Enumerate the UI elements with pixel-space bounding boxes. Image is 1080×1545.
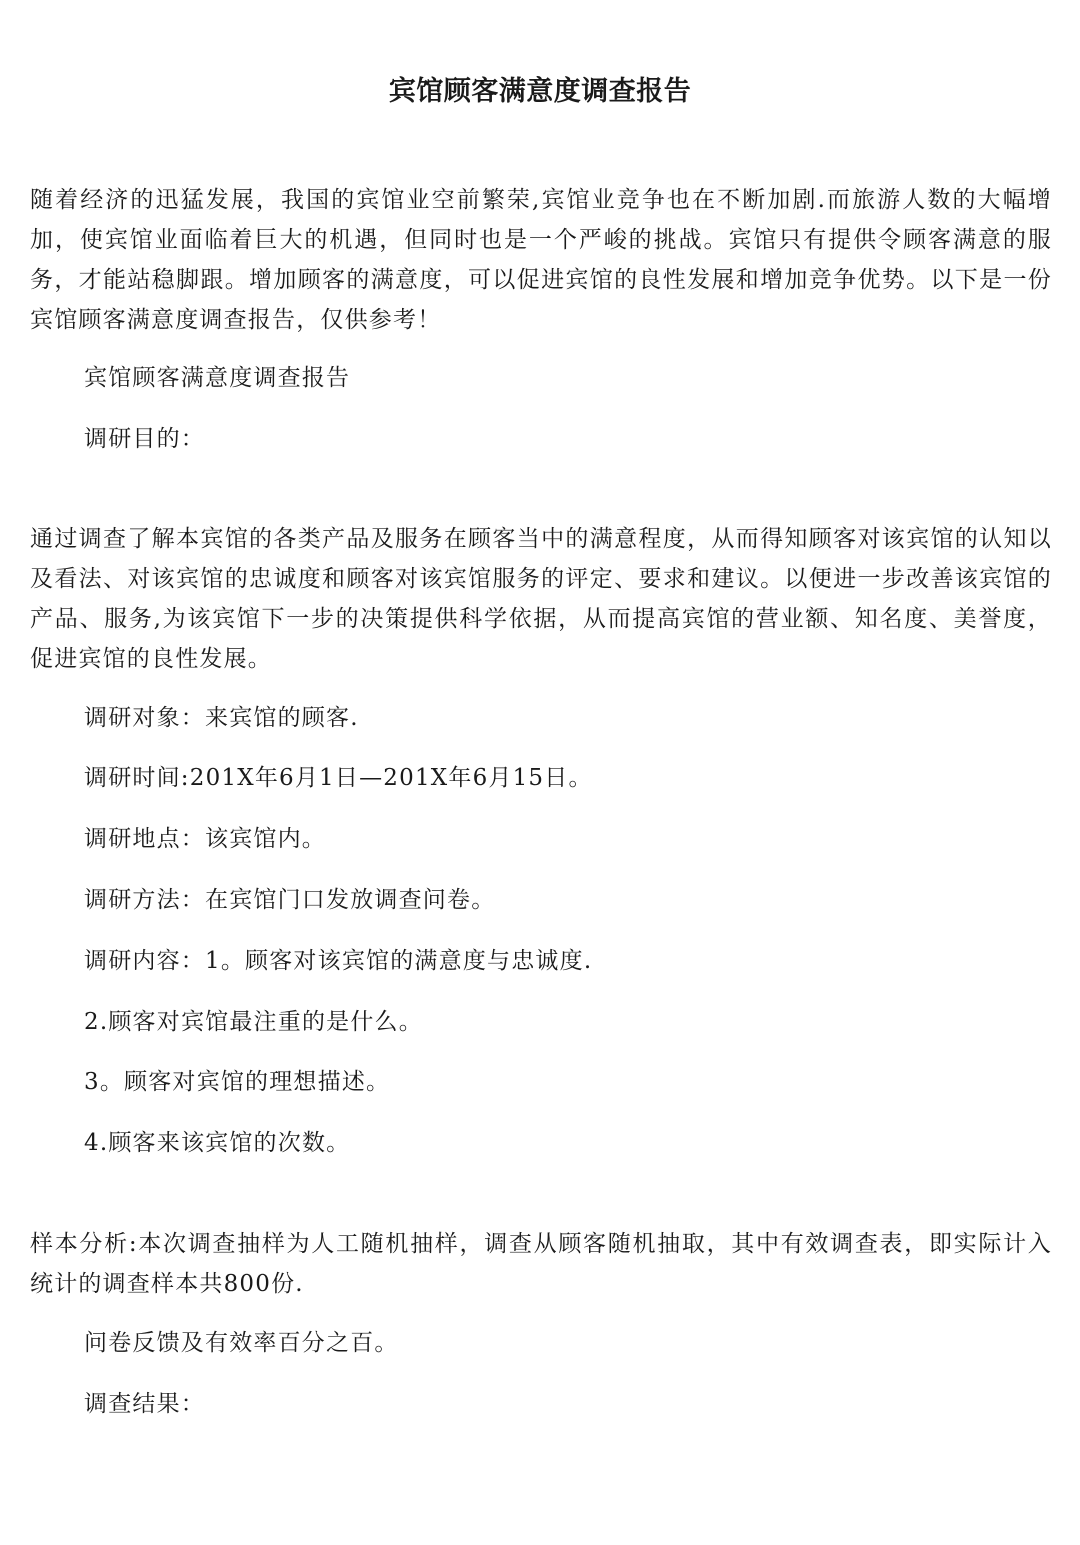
research-content-item-4: 4.顾客来该宾馆的次数。 bbox=[84, 1130, 351, 1156]
sample-analysis-paragraph: 样本分析:本次调查抽样为人工随机抽样，调查从顾客随机抽取，其中有效调查表，即实际计入统计的调查样本共800份. bbox=[30, 1231, 1052, 1297]
research-method: 调研方法：在宾馆门口发放调查问卷。 bbox=[84, 887, 496, 913]
research-location: 调研地点：该宾馆内。 bbox=[84, 826, 326, 852]
questionnaire-feedback: 问卷反馈及有效率百分之百。 bbox=[84, 1330, 399, 1356]
results-heading: 调查结果： bbox=[84, 1391, 205, 1417]
research-content-item-1: 调研内容：1。顾客对该宾馆的满意度与忠诚度. bbox=[84, 948, 593, 974]
intro-paragraph: 随着经济的迅猛发展，我国的宾馆业空前繁荣,宾馆业竞争也在不断加剧.而旅游人数的大幅增加，使宾馆业面临着巨大的机遇，但同时也是一个严峻的挑战。宾馆只有提供令顾客满意的服务，才能站稳脚跟。增加顾客的满意度，可以促进宾馆的良性发展和增加竞争优势。以下是一份宾馆顾客满意度调查报告，仅供参考！ bbox=[30, 187, 1052, 333]
report-subtitle: 宾馆顾客满意度调查报告 bbox=[84, 365, 351, 391]
purpose-heading: 调研目的： bbox=[84, 426, 205, 452]
research-subject: 调研对象：来宾馆的顾客. bbox=[84, 705, 359, 731]
research-content-item-3: 3。顾客对宾馆的理想描述。 bbox=[84, 1069, 391, 1095]
document-title: 宾馆顾客满意度调查报告 bbox=[388, 76, 692, 107]
research-time: 调研时间:201X年6月1日—201X年6月15日。 bbox=[84, 765, 593, 791]
research-content-item-2: 2.顾客对宾馆最注重的是什么。 bbox=[84, 1009, 423, 1035]
purpose-paragraph: 通过调查了解本宾馆的各类产品及服务在顾客当中的满意程度，从而得知顾客对该宾馆的认知以及看法、对该宾馆的忠诚度和顾客对该宾馆服务的评定、要求和建议。以便进一步改善该宾馆的产品、服务,为该宾馆下一步的决策提供科学依据，从而提高宾馆的营业额、知名度、美誉度，促进宾馆的良性发展。 bbox=[30, 526, 1052, 672]
